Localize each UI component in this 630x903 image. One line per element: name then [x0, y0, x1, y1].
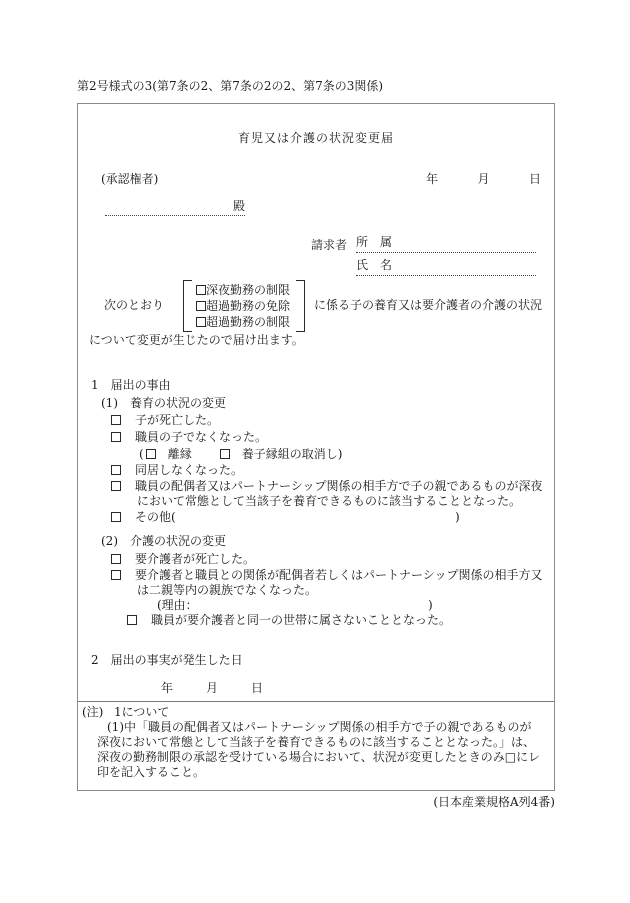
g2-item1-row [111, 552, 255, 567]
form-border-box [77, 103, 555, 791]
g1-item4-line2: において常態として当該子を養育できるものに該当することとなった。 [137, 494, 522, 508]
sub-open-paren: ( [139, 447, 144, 461]
g2-item1-label: 要介護者が死亡した。 [135, 552, 256, 566]
g1-item1-label: 子が死亡した。 [135, 413, 220, 427]
option-label: 超過勤務の制限 [206, 315, 291, 329]
s2-day-label: 日 [250, 681, 263, 695]
g2-item3-label: 職員が要介護者と同一の世帯に属さないこととなった。 [151, 613, 452, 627]
other-reason-checkbox[interactable] [111, 512, 121, 522]
g2-item3-row [127, 613, 451, 628]
options-list [196, 282, 290, 330]
s2-month-label: 月 [205, 681, 218, 695]
addressee-suffix: 殿 [232, 199, 245, 213]
group1-heading: (1) 養育の状況の変更 [101, 396, 226, 410]
g2-reason-close: ) [428, 598, 433, 612]
addressee-input[interactable] [105, 199, 245, 216]
g1-item5-row [111, 510, 176, 525]
header-month-label: 月 [477, 172, 490, 186]
bracket-left [183, 280, 192, 332]
g1-item5-label: その他( [135, 510, 176, 524]
approver-label: (承認権者) [101, 172, 159, 186]
g2-item2-row [111, 568, 543, 583]
intro-suffix: に係る子の養育又は要介護者の介護の状況 [314, 298, 543, 312]
note-label: (注) [82, 705, 104, 719]
g1-item3-row [111, 463, 243, 478]
intro-prefix: 次のとおり [104, 298, 165, 312]
name-row [356, 258, 536, 276]
g2-reason-open: (理由： [157, 598, 198, 612]
g1-item4-line1: 職員の配偶者又はパートナーシップ関係の相手方で子の親であるものが深夜 [135, 479, 543, 493]
intro-continuation: について変更が生じたので届け出ます。 [89, 333, 304, 347]
header-date-row [426, 172, 541, 187]
g2-item2-line2: は二親等内の親族でなくなった。 [137, 583, 318, 597]
no-longer-child-checkbox[interactable] [111, 432, 121, 442]
g1-item1-row [111, 413, 219, 428]
paper-size-note: (日本産業規格A列4番) [433, 795, 555, 809]
g1-item5-close-paren: ) [455, 510, 460, 524]
header-year-label: 年 [426, 172, 439, 186]
addressee-row [105, 199, 245, 216]
note-line2: (1)中「職員の配偶者又はパートナーシップ関係の相手方で子の親であるものが [107, 720, 532, 734]
form-number: 第2号様式の3(第7条の2、第7条の2の2、第7条の3関係) [77, 79, 384, 93]
section1-heading: 1 届出の事由 [91, 378, 171, 392]
option-night-shift-limit [196, 282, 290, 298]
name-input[interactable] [356, 258, 536, 276]
adoption-cancel-label: 養子縁組の取消し [241, 447, 338, 461]
note-line3: 深夜において常態として当該子を養育できるものに該当することとなった。」は、 [97, 735, 536, 749]
bracket-right [296, 280, 305, 332]
note-divider [78, 701, 554, 702]
form-title: 育児又は介護の状況変更届 [237, 131, 394, 145]
not-same-household-checkbox[interactable] [127, 615, 137, 625]
option-overtime-limit [196, 314, 290, 330]
group2-heading: (2) 介護の状況の変更 [101, 534, 226, 548]
requester-label: 請求者 [311, 238, 348, 252]
child-died-checkbox[interactable] [111, 415, 121, 425]
no-longer-cohabiting-checkbox[interactable] [111, 465, 121, 475]
dissolution-checkbox[interactable] [146, 449, 156, 459]
care-recipient-died-checkbox[interactable] [111, 554, 121, 564]
s2-year-label: 年 [161, 681, 174, 695]
night-shift-limit-checkbox[interactable] [196, 285, 206, 295]
option-label: 深夜勤務の制限 [206, 283, 291, 297]
header-day-label: 日 [528, 172, 541, 186]
g1-item2-sub-row [139, 447, 342, 462]
option-overtime-exemption [196, 298, 290, 314]
section2-heading: 2 届出の事実が発生した日 [91, 653, 243, 667]
g1-item2-row [111, 430, 267, 445]
overtime-limit-checkbox[interactable] [196, 317, 206, 327]
spouse-can-care-checkbox[interactable] [111, 481, 121, 491]
options-bracket [183, 280, 305, 332]
adoption-cancel-checkbox[interactable] [220, 449, 230, 459]
note-line4: 深夜の勤務制限の承認を受けている場合において、状況が変更したときのみ□にレ [97, 750, 541, 764]
g2-item2-line1: 要介護者と職員との関係が配偶者若しくはパートナーシップ関係の相手方又 [135, 568, 543, 582]
affiliation-row [356, 235, 536, 253]
note-line1: 1について [114, 705, 170, 719]
option-label: 超過勤務の免除 [206, 299, 291, 313]
g1-item4-row [111, 479, 543, 494]
section2-date-row[interactable] [161, 681, 263, 696]
dissolution-label: 離縁 [167, 447, 192, 461]
relationship-ended-checkbox[interactable] [111, 570, 121, 580]
affiliation-label: 所 属 [356, 235, 393, 249]
affiliation-input[interactable] [356, 235, 536, 253]
g1-item2-label: 職員の子でなくなった。 [135, 430, 268, 444]
sub-close-paren: ) [337, 447, 343, 461]
overtime-exemption-checkbox[interactable] [196, 301, 206, 311]
note-line5: 印を記入すること。 [97, 765, 206, 779]
g1-item3-label: 同居しなくなった。 [135, 463, 244, 477]
name-label: 氏 名 [356, 258, 393, 272]
